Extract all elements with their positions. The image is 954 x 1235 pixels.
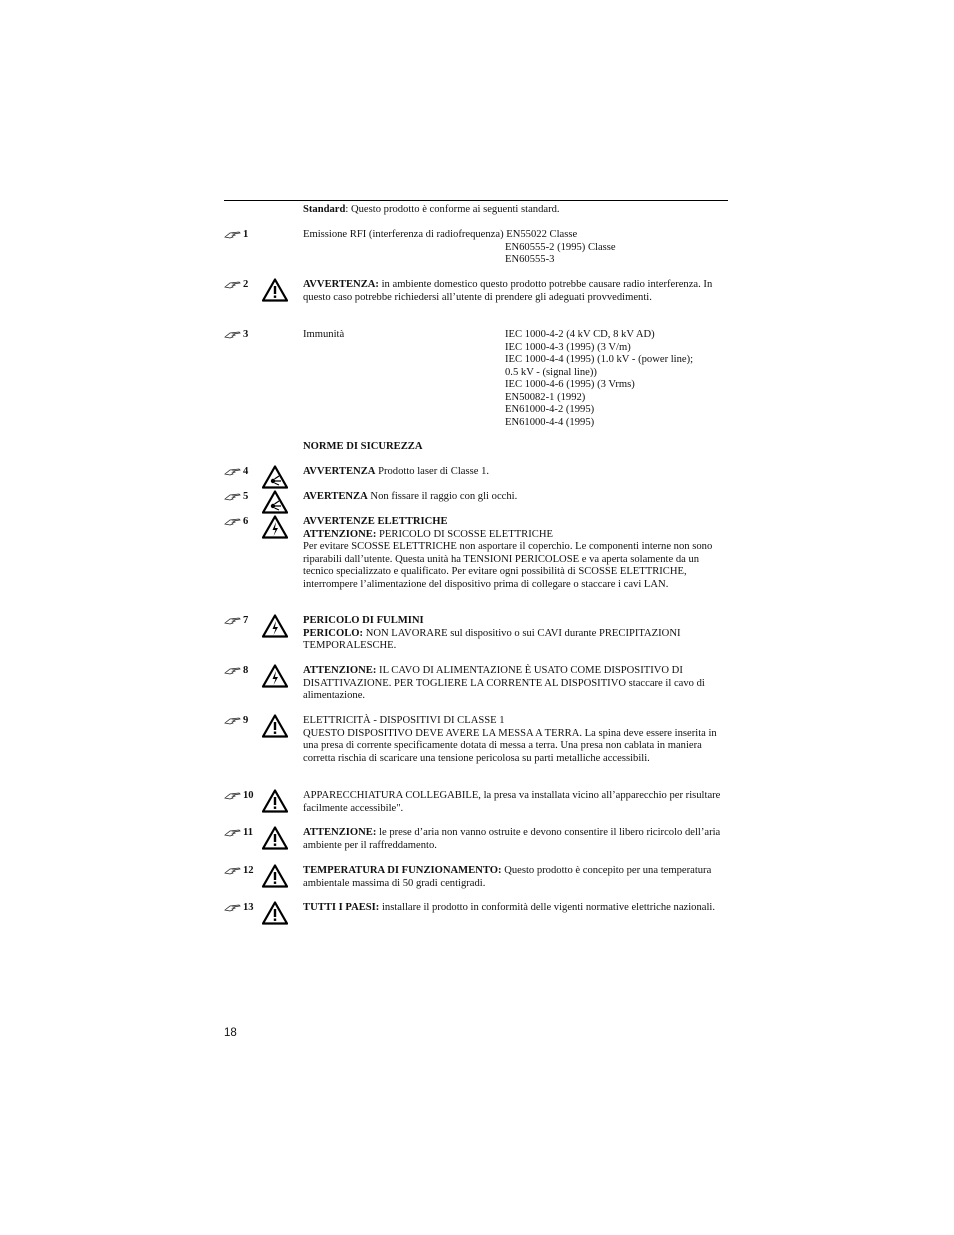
item-number: 12 — [224, 865, 254, 878]
item-4-text: AVVERTENZA Prodotto laser di Classe 1. — [303, 466, 490, 477]
electric-shock-warning-icon — [262, 664, 288, 688]
item-9-paragraph: QUESTO DISPOSITIVO DEVE AVERE LA MESSA A TERRA. La spina deve essere inserita in una presa di corrente specificamente dotata di messa a terra. Una presa non cablata in maniera corretta rischia di scaricare una tensione pericolosa su parti metalliche accessibili. — [303, 727, 717, 764]
item-2-text: AVVERTENZA: in ambiente domestico questo prodotto potrebbe causare radio interferenza. In questo caso potrebbe richiedersi all’utente di prendere gli adeguati provvedimenti. — [303, 279, 713, 303]
standard-line: EN61000-4-2 (1995) — [505, 404, 595, 415]
pointing-hand-icon — [224, 331, 241, 339]
lightning-warning-icon — [262, 614, 288, 638]
warning-exclamation-icon — [262, 901, 288, 925]
item-number: 8 — [224, 665, 248, 678]
item-12-text: TEMPERATURA DI FUNZIONAMENTO: Questo prodotto è concepito per una temperatura ambientale massima di 50 gradi centigradi. — [303, 865, 712, 889]
warning-exclamation-icon — [262, 714, 288, 738]
item-6-paragraph: Per evitare SCOSSE ELETTRICHE non asportare il coperchio. Le componenti interne non sono riparabili dall’utente. Questa unità ha TENSIONI PERICOLOSE e va aperta solamente da un tecnico specializzato e qualificato. Per evitare ogni possibilità di SCOSSE ELETTRICHE, interrompere l’alimentazione del dispositivo prima di collegare o staccare i cavi LAN. — [303, 541, 713, 590]
item-number: 4 — [224, 466, 248, 479]
pointing-hand-icon — [224, 792, 241, 800]
standard-line: EN60555-2 (1995) Classe — [505, 241, 616, 253]
safety-heading: NORME DI SICUREZZA — [303, 441, 423, 452]
intro-rest: : Questo prodotto è conforme ai seguenti standard. — [345, 204, 560, 215]
item-number: 5 — [224, 491, 248, 504]
item-1-standards — [505, 242, 616, 267]
pointing-hand-icon — [224, 667, 241, 675]
item-3-label: Immunità — [303, 329, 345, 340]
pointing-hand-icon — [224, 493, 241, 501]
intro-text — [303, 204, 560, 217]
item-13-text: TUTTI I PAESI: installare il prodotto in conformità delle vigenti normative elettriche nazionali. — [303, 902, 715, 913]
standard-line: EN50082-1 (1992) — [505, 391, 586, 403]
standard-line: IEC 1000-4-4 (1995) (1.0 kV - (power line); — [505, 354, 694, 365]
item-1-label: Emissione RFI (interferenza di radiofrequenza) EN55022 Classe — [303, 229, 578, 240]
item-10-text: APPARECCHIATURA COLLEGABILE, la presa va installata vicino all’apparecchio per risultare facilmente accessibile". — [303, 790, 721, 814]
item-number: 7 — [224, 615, 248, 628]
standard-line: IEC 1000-4-6 (1995) (3 Vrms) — [505, 379, 635, 390]
item-6-text: AVVERTENZE ELETTRICHE ATTENZIONE: PERICOLO DI SCOSSE ELETTRICHE Per evitare SCOSSE ELETTRICHE non asportare il coperchio. Le componenti interne non sono riparabili dall’utente. Questa unità ha TENSIONI PERICOLOSE e va aperta solamente da un tecnico specializzato e qualificato. Per evitare ogni possibilità di SCOSSE ELETTRICHE, interrompere l’alimentazione del dispositivo prima di collegare o staccare i cavi LAN. — [303, 516, 730, 591]
standard-line: EN60555-3 — [505, 254, 555, 265]
item-3-standards — [505, 329, 693, 429]
item-number: 11 — [224, 827, 253, 840]
warning-exclamation-icon — [262, 864, 288, 888]
item-number: 9 — [224, 715, 248, 728]
page-number: 18 — [224, 1027, 237, 1039]
item-11-text: ATTENZIONE: le prese d’aria non vanno ostruite e devono consentire il libero ricircolo dell’aria ambiente per il raffreddamento. — [303, 827, 721, 851]
item-6-heading: AVVERTENZE ELETTRICHE — [303, 516, 448, 527]
item-7-heading: PERICOLO DI FULMINI — [303, 615, 424, 626]
pointing-hand-icon — [224, 281, 241, 289]
laser-warning-icon — [262, 490, 288, 514]
item-number: 6 — [224, 516, 248, 529]
pointing-hand-icon — [224, 829, 241, 837]
pointing-hand-icon — [224, 904, 241, 912]
item-number: 13 — [224, 902, 254, 915]
pointing-hand-icon — [224, 867, 241, 875]
item-9-text — [303, 715, 730, 765]
standard-line: IEC 1000-4-2 (4 kV CD, 8 kV AD) — [505, 329, 655, 340]
standard-line: EN61000-4-4 (1995) — [505, 416, 595, 428]
top-rule — [224, 200, 728, 201]
item-number: 10 — [224, 790, 254, 803]
item-number: 3 — [224, 329, 248, 342]
pointing-hand-icon — [224, 518, 241, 526]
warning-exclamation-icon — [262, 789, 288, 813]
pointing-hand-icon — [224, 468, 241, 476]
warning-exclamation-icon — [262, 826, 288, 850]
warning-exclamation-icon — [262, 278, 288, 302]
item-5-text: AVERTENZA Non fissare il raggio con gli occhi. — [303, 491, 518, 502]
pointing-hand-icon — [224, 717, 241, 725]
standard-line: 0.5 kV - (signal line)) — [505, 366, 597, 378]
electric-shock-warning-icon — [262, 515, 288, 539]
item-7-text: PERICOLO DI FULMINI PERICOLO: NON LAVORARE sul dispositivo o sui CAVI durante PRECIPITAZIONI TEMPORALESCHE. — [303, 615, 730, 653]
item-8-text: ATTENZIONE: IL CAVO DI ALIMENTAZIONE È USATO COME DISPOSITIVO DI DISATTIVAZIONE. PER TOGLIERE LA CORRENTE AL DISPOSITIVO staccare il cavo di alimentazione. — [303, 665, 705, 701]
item-number: 1 — [224, 229, 248, 242]
intro-bold: Standard — [303, 204, 346, 215]
item-9-heading: ELETTRICITÀ - DISPOSITIVI DI CLASSE 1 — [303, 715, 505, 726]
pointing-hand-icon — [224, 231, 241, 239]
pointing-hand-icon — [224, 617, 241, 625]
standard-line: IEC 1000-4-3 (1995) (3 V/m) — [505, 341, 631, 353]
item-number: 2 — [224, 279, 248, 292]
laser-warning-icon — [262, 465, 288, 489]
